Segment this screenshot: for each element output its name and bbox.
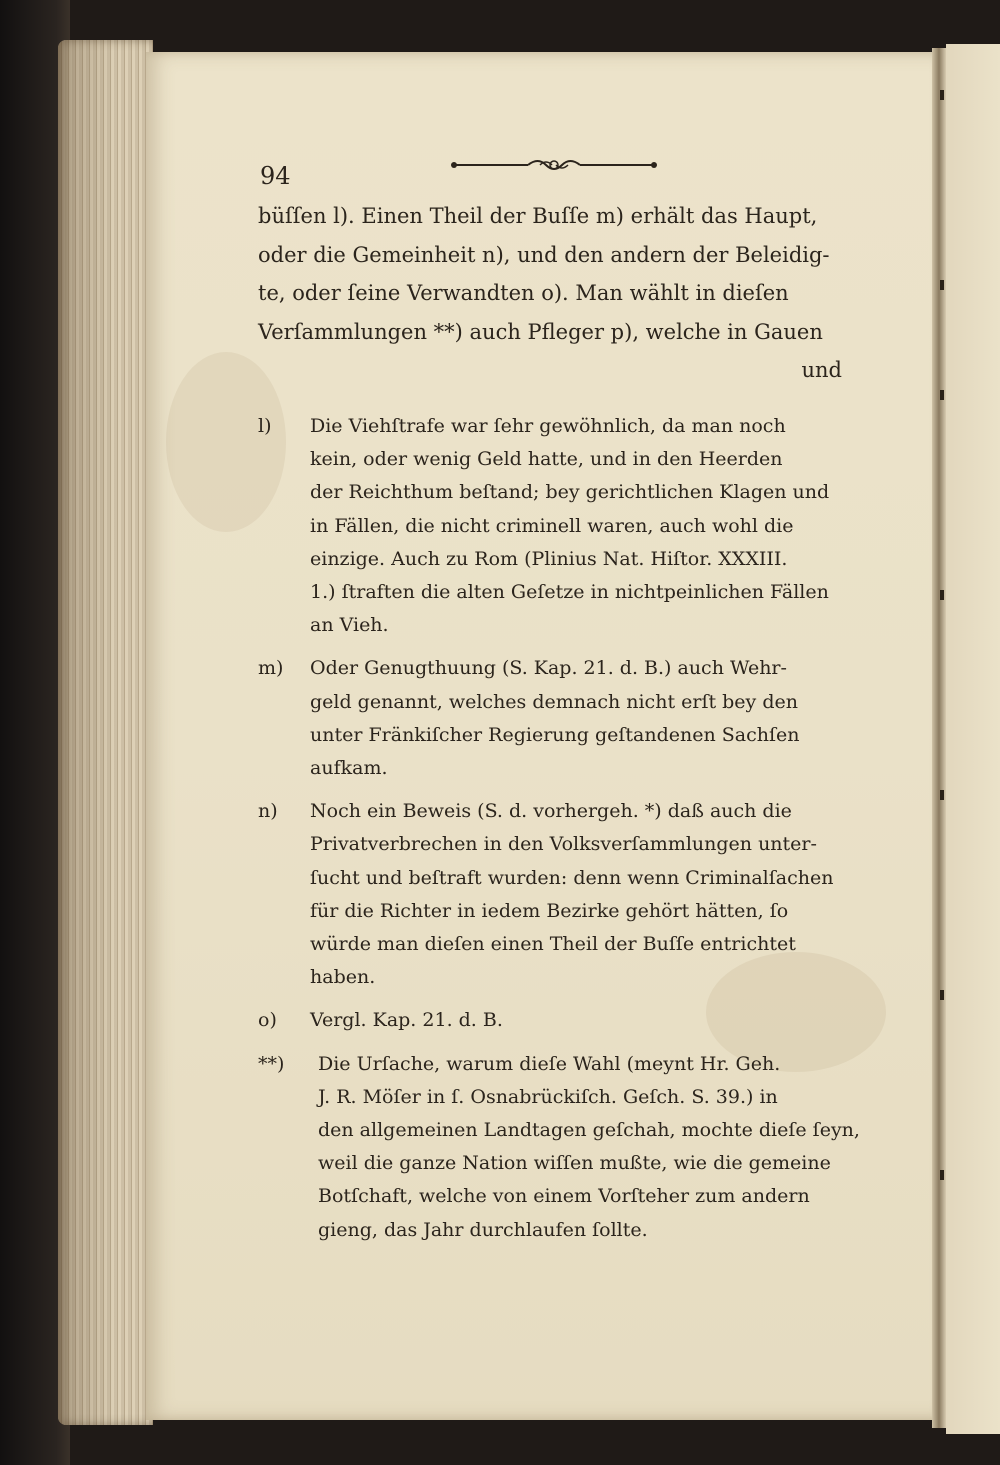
footnote-line: der Reichthum beſtand; bey gerichtlichen Klagen und xyxy=(310,481,830,504)
footnote-line: geld genannt, welches demnach nicht erſt bey den xyxy=(310,690,798,713)
body-line: oder die Gemeinheit n), und den andern der Beleidig- xyxy=(258,242,830,267)
footnote-line: in Fällen, die nicht criminell waren, auch wohl die xyxy=(310,514,794,537)
footnote-line: ſucht und beſtraft wurden: denn wenn Criminalſachen xyxy=(310,866,834,889)
footnote-mark: m) xyxy=(258,657,284,680)
body-line: Verſammlungen **) auch Pfleger p), welche in Gauen xyxy=(258,319,823,344)
footnote-line: Vergl. Kap. 21. d. B. xyxy=(310,1009,503,1032)
footnote-line: Oder Genugthuung (S. Kap. 21. d. B.) auch Wehr- xyxy=(310,657,787,680)
body-line: te, oder ſeine Verwandten o). Man wählt in dieſen xyxy=(258,281,789,305)
footnote-line: Botſchaft, welche von einem Vorſteher zum andern xyxy=(318,1185,810,1208)
footnote-mark: l) xyxy=(258,415,272,437)
header-ornament-icon xyxy=(448,155,660,175)
footnote-double-asterisk xyxy=(258,1048,860,1247)
footnote-line: an Vieh. xyxy=(310,614,389,637)
footnote-o xyxy=(258,1004,842,1037)
footnotes xyxy=(258,410,860,1257)
footnote-line: kein, oder wenig Geld hatte, und in den Heerden xyxy=(310,448,783,471)
footnote-line: würde man dieſen einen Theil der Buſſe entrichtet xyxy=(310,933,796,956)
facing-page-text-fragments xyxy=(940,90,944,1290)
page-number: 94 xyxy=(260,162,291,190)
footnote-mark: n) xyxy=(258,800,278,823)
footnote-mark: o) xyxy=(258,1009,277,1032)
footnote-line: J. R. Möſer in ſ. Osnabrückiſch. Geſch. S. 39.) in xyxy=(318,1085,778,1108)
footnote-line: Die Viehſtrafe war ſehr gewöhnlich, da man noch xyxy=(310,415,786,437)
footnote-mark: **) xyxy=(258,1052,285,1075)
footnote-line: weil die ganze Nation wiſſen mußte, wie die gemeine xyxy=(318,1152,831,1175)
footnote-line: unter Fränkiſcher Regierung geſtandenen Sachſen xyxy=(310,723,800,746)
footnote-line: gieng, das Jahr durchlaufen ſollte. xyxy=(318,1218,648,1241)
footnote-line: einzige. Auch zu Rom (Plinius Nat. Hiſtor. XXXIII. xyxy=(310,547,788,570)
main-text-block xyxy=(258,197,842,390)
footnote-line: Noch ein Beweis (S. d. vorhergeh. *) daß auch die xyxy=(310,800,792,823)
footnote-m xyxy=(258,652,842,785)
footnote-line: Privatverbrechen in den Volksverſammlungen unter- xyxy=(310,833,817,856)
footnote-line: Die Urſache, warum dieſe Wahl (meynt Hr. Geh. xyxy=(318,1052,781,1075)
footnote-line: 1.) ſtraften die alten Geſetze in nichtpeinlichen Fällen xyxy=(310,581,829,604)
page-edges xyxy=(58,40,153,1425)
footnote-line: den allgemeinen Landtagen geſchah, mochte dieſe ſeyn, xyxy=(318,1119,860,1142)
footnote-line: für die Richter in iedem Bezirke gehört hätten, ſo xyxy=(310,899,789,922)
catchword: und xyxy=(801,358,842,382)
body-line: büſſen l). Einen Theil der Buſſe m) erhält das Haupt, xyxy=(258,204,818,228)
footnote-n xyxy=(258,795,842,994)
footnote-l xyxy=(258,410,842,642)
footnote-line: aufkam. xyxy=(310,757,388,780)
footnote-line: haben. xyxy=(310,966,376,989)
facing-page-edge xyxy=(946,44,1000,1434)
